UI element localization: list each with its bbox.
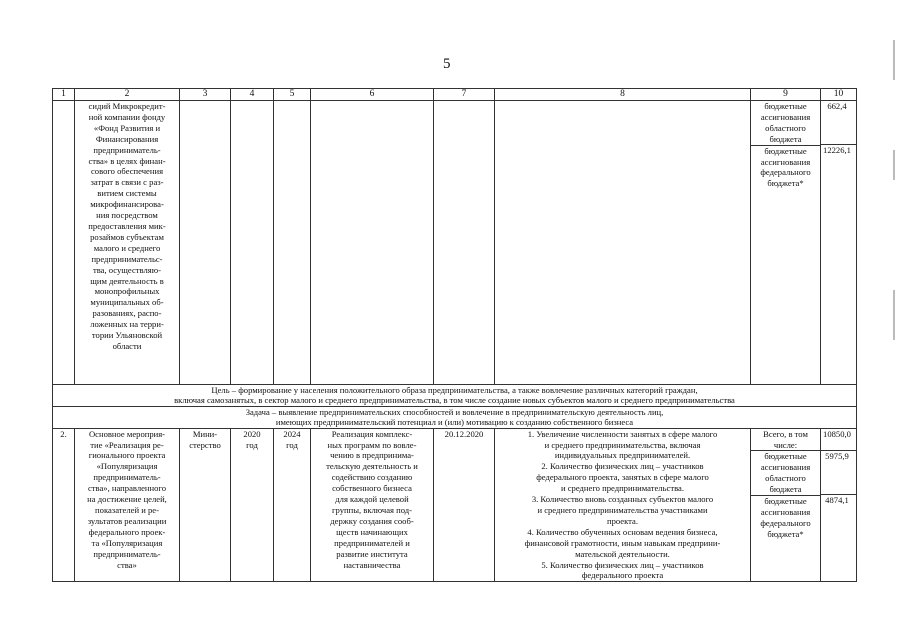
table-row <box>53 428 857 582</box>
funding-sources <box>751 101 821 385</box>
measure-name: сидий Микрокредит- ной компании фонду «Фонд Развития и Финансирования предприниматель- ства» в целях финан- сового обеспечения затрат в связи с раз- витием системы микрофинансирова- ния посредством предоставления мик- розаймов субъектам малого и среднего предпринимательс- тва, осуществляю- щим деятельность в монопрофильных муниципальных об- разованиях, распо- ложенных на терри- тории Ульяновской области <box>75 101 180 385</box>
col-header: 2 <box>75 89 180 101</box>
due-date: 20.12.2020 <box>434 428 495 582</box>
funding-value: 12226,1 <box>823 145 851 155</box>
goal-row <box>53 385 857 407</box>
row-number: 2. <box>53 428 75 582</box>
page-number: 5 <box>443 56 451 72</box>
col-header: 7 <box>434 89 495 101</box>
col-header: 4 <box>231 89 274 101</box>
funding-value: 10850,0 <box>821 429 856 451</box>
funding-total-label: Всего, в том числе: <box>751 429 820 452</box>
margin-mark <box>893 40 895 80</box>
goal-text-line: включая самозанятых, в сектор малого и среднего предпринимательства, в том числе создание новых субъектов малого и среднего предпринимательства <box>174 395 735 406</box>
funding-values <box>821 428 857 582</box>
start-year: 2020 год <box>231 428 274 582</box>
indicators: 1. Увеличение численности занятых в сфере малого и среднего предпринимательства, включая индивидуальных предпринимателей. 2. Количество физических лиц – участников федерального проекта, занятых в сфере малого и среднего предпринимательства. 3. Количество вновь созданных субъектов малого и среднего предпринимательства участниками проекта. 4. Количество обученных основам ведения бизнеса, финансовой грамотности, иным навыкам предприни- мательской деятельности. 5. Количество физических лиц – участников федерального проекта <box>495 428 751 582</box>
funding-value: 662,4 <box>821 101 856 145</box>
expected-result: Реализация комплекс- ных программ по вовле- чению в предпринима- тельскую деятельность и содействию созданию собственного бизнеса для каждой целевой группы, включая под- держку создания сооб- ществ начинающих предпринимателей и развитие института наставничества <box>311 428 434 582</box>
header-row <box>53 89 857 101</box>
program-table <box>52 88 857 582</box>
funding-source: бюджетные ассигнования областного бюджета <box>751 451 820 496</box>
table-row <box>53 101 857 385</box>
end-year: 2024 год <box>274 428 311 582</box>
col-header: 6 <box>311 89 434 101</box>
funding-source: бюджетные ассигнования федерального бюджета* <box>760 145 811 189</box>
margin-mark <box>893 290 895 340</box>
funding-values <box>821 101 857 385</box>
executor: Мини- стерство <box>180 428 231 582</box>
margin-mark <box>893 150 895 180</box>
measure-name: Основное мероприя- тие «Реализация ре- гионального проекта «Популяризация предприниматель- ства», направленного на достижение целей, показателей и ре- зультатов реализации федерального проек- та «Популяризация предприниматель- ства» <box>75 428 180 582</box>
col-header: 8 <box>495 89 751 101</box>
col-header: 9 <box>751 89 821 101</box>
col-header: 3 <box>180 89 231 101</box>
col-header: 5 <box>274 89 311 101</box>
funding-value: 4874,1 <box>825 494 849 505</box>
funding-source: бюджетные ассигнования областного бюджета <box>751 101 820 146</box>
task-row <box>53 406 857 428</box>
funding-source: бюджетные ассигнования федерального бюджета* <box>760 496 811 539</box>
task-text-line: Задача – выявление предпринимательских способностей и вовлечение в предпринимательскую деятельность лиц, <box>245 406 664 417</box>
task-text-line: имеющих предпринимательский потенциал и (или) мотивацию к созданию собственного бизнеса <box>275 417 634 428</box>
col-header: 1 <box>53 89 75 101</box>
goal-text-line: Цель – формирование у населения положительного образа предпринимательства, а также вовлечение различных категорий граждан, <box>211 385 698 395</box>
funding-sources <box>751 428 821 582</box>
funding-value: 5975,9 <box>821 451 856 495</box>
col-header: 10 <box>821 89 857 101</box>
